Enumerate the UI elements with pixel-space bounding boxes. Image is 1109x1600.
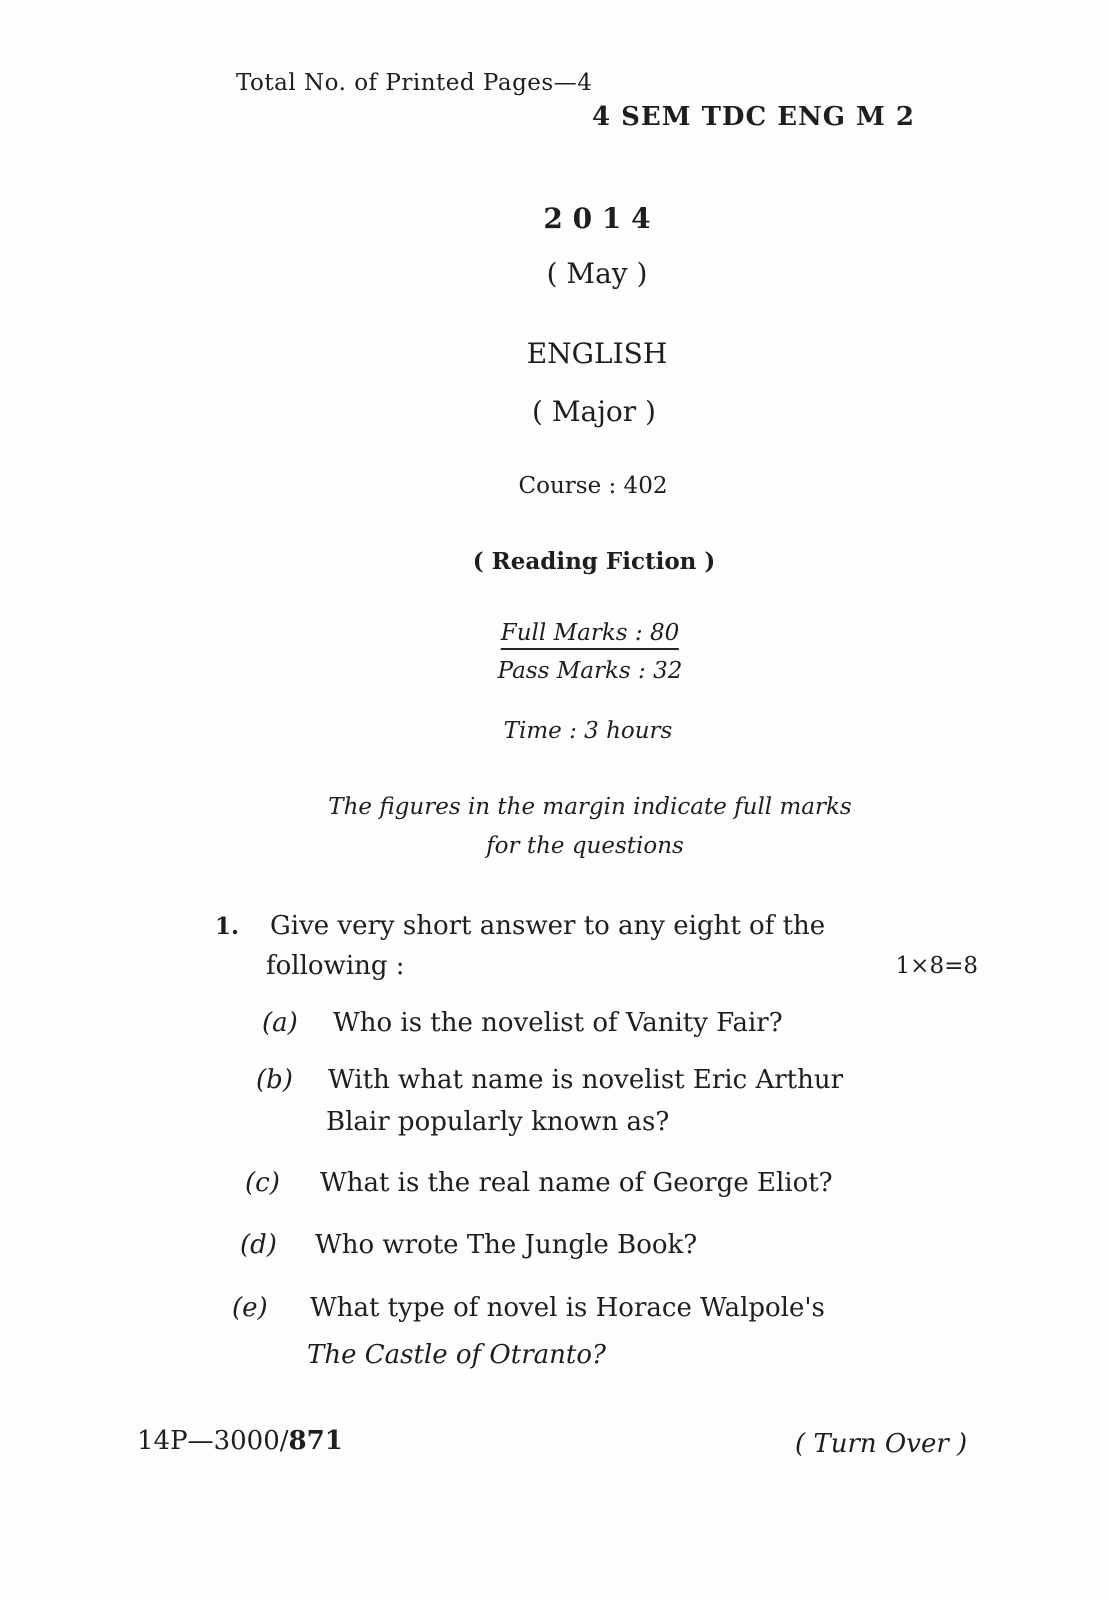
item-e-text-line1: What type of novel is Horace Walpole's <box>310 1293 825 1323</box>
item-a-text: Who is the novelist of Vanity Fair? <box>333 1008 783 1038</box>
item-c-text: What is the real name of George Eliot? <box>320 1168 833 1198</box>
question-number: 1. <box>215 913 240 940</box>
full-marks: Full Marks : 80 <box>501 622 679 650</box>
question-text-line1: Give very short answer to any eight of the <box>270 911 826 941</box>
item-b-text-line2: Blair popularly known as? <box>326 1107 670 1137</box>
item-label-e: (e) <box>232 1293 268 1323</box>
footer-code-bold: 871 <box>288 1426 343 1456</box>
instructions-line1: The figures in the margin indicate full marks <box>328 794 852 820</box>
item-label-b: (b) <box>256 1065 293 1095</box>
item-d-text: Who wrote The Jungle Book? <box>315 1230 698 1260</box>
level: ( Major ) <box>532 395 656 428</box>
item-label-a: (a) <box>262 1008 298 1038</box>
question-marks: 1×8=8 <box>895 953 978 979</box>
subject: ENGLISH <box>526 337 668 370</box>
total-pages: Total No. of Printed Pages—4 <box>236 70 593 96</box>
time: Time : 3 hours <box>503 718 673 744</box>
course: Course : 402 <box>518 473 668 499</box>
turn-over: ( Turn Over ) <box>795 1429 968 1459</box>
month: ( May ) <box>546 257 648 290</box>
item-b-text-line1: With what name is novelist Eric Arthur <box>328 1065 844 1095</box>
item-label-c: (c) <box>245 1168 280 1198</box>
item-e-text-line2: The Castle of Otranto? <box>307 1340 606 1370</box>
instructions-line2: for the questions <box>486 833 684 859</box>
year: 2 0 1 4 <box>543 202 651 235</box>
footer-code-prefix: 14P—3000/ <box>137 1426 289 1456</box>
paper-code: 4 SEM TDC ENG M 2 <box>592 102 915 132</box>
paper-title: ( Reading Fiction ) <box>472 548 716 575</box>
pass-marks: Pass Marks : 32 <box>497 658 683 684</box>
question-text-line2: following : <box>266 951 405 981</box>
item-label-d: (d) <box>240 1230 277 1260</box>
footer-code <box>137 1428 343 1454</box>
